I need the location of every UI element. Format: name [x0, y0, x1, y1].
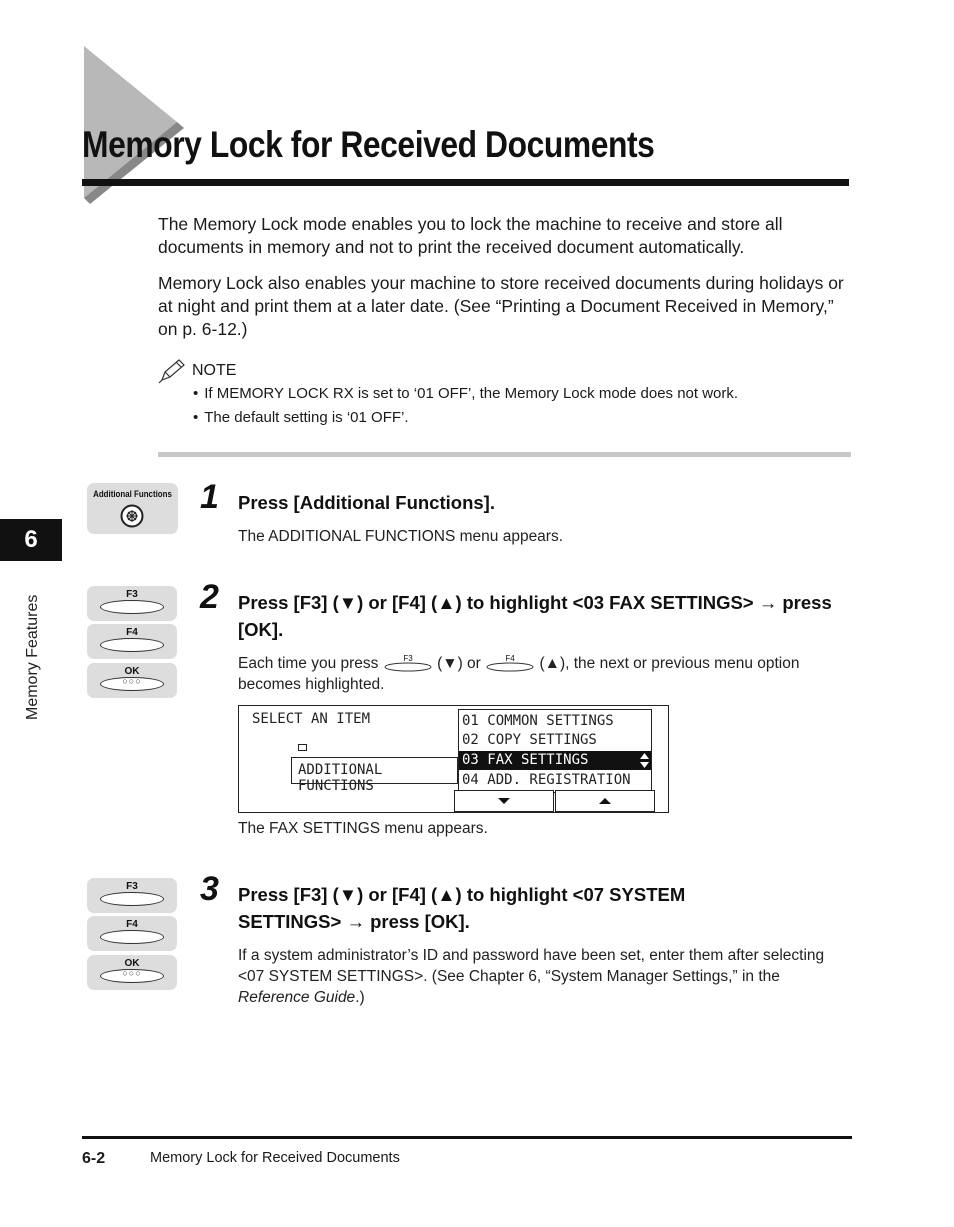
title-rule: [82, 179, 849, 186]
ok-key: [87, 955, 177, 990]
step-heading: Press [F3] (▼) or [F4] (▲) to highlight <03 FAX SETTINGS> → press [OK].: [238, 592, 832, 640]
f4-key-label: F4: [126, 919, 138, 930]
ok-dots-icon: ○○○: [122, 968, 142, 978]
lcd-menu-item[interactable]: 01 COMMON SETTINGS: [462, 713, 614, 729]
chapter-tab: 6: [0, 519, 62, 561]
note-bullet: • If MEMORY LOCK RX is set to ‘01 OFF’, the Memory Lock mode does not work.: [193, 385, 738, 402]
step-result: The ADDITIONAL FUNCTIONS menu appears.: [238, 528, 564, 545]
lcd-breadcrumb-box: [291, 757, 458, 794]
step-heading: Press [F3] (▼) or [F4] (▲) to highlight <07 SYSTEM SETTINGS> → press [OK].: [238, 884, 686, 932]
scroll-up-down-icon: [639, 752, 650, 769]
footer-rule: [82, 1136, 852, 1139]
f3-key: [87, 878, 177, 913]
footer-page-number: 6-2: [82, 1150, 106, 1167]
f3-key-label: F3: [126, 589, 138, 600]
step-description: [238, 945, 828, 1008]
f3-inline-key-label: F3: [403, 654, 413, 663]
step-result: The FAX SETTINGS menu appears.: [238, 820, 488, 837]
additional-functions-key-label: Additional Functions: [93, 489, 172, 499]
step-text-prefix: If a system administrator’s ID and password have been set, enter them after selecting <07 SYSTEM SETTINGS>. (See Chapter 6, “System Manager Settings,” in the: [238, 947, 825, 985]
lcd-menu-item[interactable]: 02 COPY SETTINGS: [462, 732, 597, 748]
lcd-menu-item-selected[interactable]: 03 FAX SETTINGS: [459, 751, 651, 770]
ok-key: [87, 663, 177, 698]
section-separator: [158, 452, 851, 457]
key-pill-icon: [100, 930, 164, 944]
ok-key-label: OK: [124, 958, 140, 969]
f3-key: [87, 586, 177, 621]
intro-paragraph-2: Memory Lock also enables your machine to store received documents during holidays or at night and print them at a later date. (See “Printing a Document Received in Memory,” on p. 6-12.): [158, 273, 844, 339]
down-arrow-icon: [497, 797, 511, 805]
step-heading: Press [Additional Functions].: [238, 492, 495, 513]
footer-section-title: Memory Lock for Received Documents: [150, 1150, 400, 1166]
key-pill-icon: [100, 600, 164, 614]
key-pill-icon: [100, 892, 164, 906]
intro-paragraph-1: The Memory Lock mode enables you to lock the machine to receive and store all documents in memory and not to print the received document automatically.: [158, 214, 783, 257]
lcd-square-icon: [298, 744, 307, 751]
step-text-down: (▼) or: [437, 655, 481, 672]
f4-key: [87, 624, 177, 659]
f3-inline-key-icon: [383, 653, 433, 673]
f4-key: [87, 916, 177, 951]
key-pill-icon: [100, 638, 164, 652]
step-text-after: (▲), the next or previous menu option becomes highlighted.: [238, 655, 800, 693]
step-number: 3: [200, 870, 219, 908]
additional-functions-key: [87, 483, 178, 534]
step-number: 1: [200, 478, 219, 516]
pencil-note-icon: [158, 358, 186, 384]
ok-key-label: OK: [124, 666, 140, 677]
step-text-suffix: .): [355, 989, 365, 1006]
lcd-menu: [458, 709, 652, 793]
reference-guide-title: Reference Guide: [238, 989, 356, 1006]
lcd-menu-item[interactable]: 04 ADD. REGISTRATION: [462, 772, 631, 788]
lcd-display: [238, 705, 669, 813]
lcd-down-button[interactable]: [454, 790, 554, 812]
step-description: [238, 653, 858, 695]
additional-functions-icon: [120, 504, 144, 528]
lcd-breadcrumb: ADDITIONAL FUNCTIONS: [298, 762, 383, 794]
f4-inline-key-label: F4: [505, 654, 515, 663]
f4-key-label: F4: [126, 627, 138, 638]
page-title: Memory Lock for Received Documents: [82, 124, 655, 165]
note-bullet: • The default setting is ‘01 OFF’.: [193, 409, 409, 426]
lcd-up-button[interactable]: [555, 790, 655, 812]
up-arrow-icon: [598, 797, 612, 805]
lcd-title: SELECT AN ITEM: [252, 711, 371, 727]
f4-inline-key-icon: [485, 653, 535, 673]
step-number: 2: [200, 578, 219, 616]
chapter-side-label: Memory Features: [24, 594, 41, 720]
ok-dots-icon: ○○○: [122, 676, 142, 686]
f3-key-label: F3: [126, 881, 138, 892]
note-label: NOTE: [192, 362, 237, 379]
step-text-before: Each time you press: [238, 655, 379, 672]
